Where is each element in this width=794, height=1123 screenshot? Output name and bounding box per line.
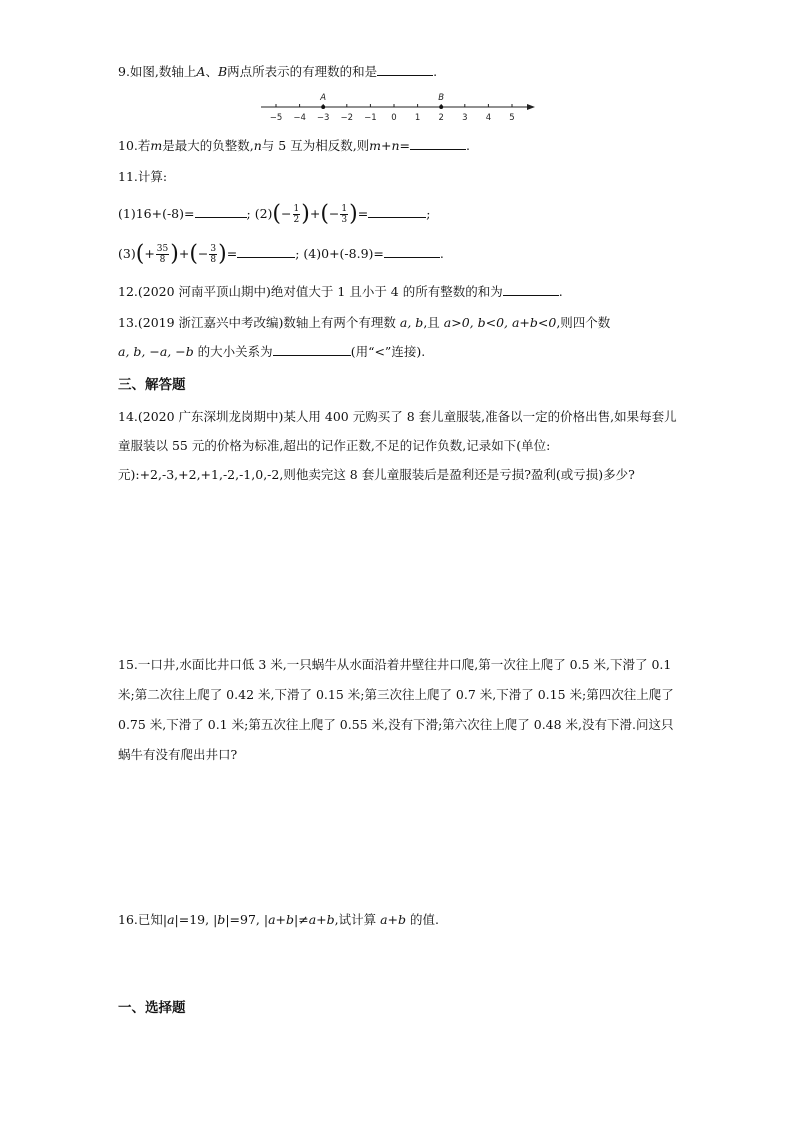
numerator: 35 (156, 244, 169, 254)
q11-p2-end: ; (426, 206, 431, 221)
answer-blank[interactable] (195, 205, 247, 218)
left-paren: ( (135, 241, 145, 267)
fraction-one-third (340, 204, 348, 225)
q16-b: |=19, | (174, 912, 218, 927)
answer-blank[interactable] (410, 137, 466, 150)
q16-f: 的值. (406, 912, 439, 927)
q9-end: . (433, 64, 438, 79)
tick-label: −4 (293, 113, 306, 123)
q16-expr-3: a+b (380, 912, 407, 927)
question-11-head: 11.计算: (118, 169, 168, 184)
q16-d: |≠ (294, 912, 309, 927)
answer-blank[interactable] (503, 283, 559, 296)
tick-label: 5 (509, 113, 515, 123)
equals-sign: = (357, 206, 369, 221)
right-paren: ) (301, 201, 310, 227)
q13-condition: a>0, b<0, a+b<0 (443, 315, 557, 330)
minus-sign: − (281, 206, 292, 221)
right-paren: ) (218, 241, 227, 267)
q11-part-1: (1)16+(-8)= (118, 206, 195, 221)
q9-sep: 、 (205, 64, 218, 79)
plus-sign: + (144, 246, 155, 261)
q10-end: . (466, 138, 471, 153)
numerator: 1 (293, 204, 300, 214)
tick-label: 1 (414, 113, 421, 123)
tick-label: −3 (316, 113, 330, 123)
q11-part-2: (2) (254, 206, 273, 221)
q10-m: m (150, 138, 163, 153)
q13-line1b: ,且 (423, 315, 444, 330)
answer-blank[interactable] (368, 205, 426, 218)
answer-blank[interactable] (237, 245, 295, 258)
q13-line1a: 13.(2019 浙江嘉兴中考改编)数轴上有两个有理数 (118, 315, 400, 330)
q10-c: 与 5 互为相反数,则 (261, 138, 370, 153)
point-a-dot (321, 105, 325, 109)
q16-expr-1: a+b (268, 912, 294, 927)
answer-blank[interactable] (377, 63, 433, 76)
section-heading-answer-questions: 三、解答题 (118, 377, 186, 393)
plus-sign: + (178, 246, 190, 261)
left-paren: ( (320, 201, 329, 227)
question-11-row-2 (118, 242, 444, 266)
q16-expr-2: a+b (308, 912, 335, 927)
q9-point-b: B (217, 64, 228, 79)
q13-vars: a, b (399, 315, 424, 330)
tick-label: 4 (485, 113, 492, 123)
q16-c: |=97, | (225, 912, 269, 927)
denominator: 3 (341, 215, 348, 225)
left-paren: ( (189, 241, 198, 267)
q10-a: 10.若 (118, 138, 151, 153)
right-paren: ) (170, 241, 179, 267)
numerator: 3 (210, 244, 217, 254)
answer-blank[interactable] (384, 245, 440, 258)
tick-label: −1 (364, 113, 377, 123)
point-b-label: B (438, 93, 445, 103)
question-9 (118, 62, 437, 82)
q10-expr: m+n= (369, 138, 411, 153)
q11-p4-end: . (439, 246, 444, 261)
numerator: 1 (341, 204, 348, 214)
right-paren: ) (349, 201, 358, 227)
question-13-line-1 (118, 313, 610, 333)
q16-a: 16.已知| (118, 912, 168, 927)
q12-text: 12.(2020 河南平顶山期中)绝对值大于 1 且小于 4 的所有整数的和为 (118, 284, 503, 299)
q13-line2b: 的大小关系为 (193, 344, 273, 359)
question-15: 15.一口井,水面比井口低 3 米,一只蜗牛从水面沿着井壁往井口爬,第一次往上爬了 0.5 米,下滑了 0.1 米;第二次往上爬了 0.42 米,下滑了 0.15 米;第三次往上爬了 0.7 米,下滑了 0.15 米;第四次往上爬了 0.75 米,下滑了 0.1 米;第五次往上爬了 0.55 米,没有下滑;第六次往上爬了 0.48 米,没有下滑.问这只蜗牛有没有爬出井口? (118, 657, 674, 762)
q11-p1-end: ; (246, 206, 251, 221)
left-paren: ( (272, 201, 282, 227)
number-line (255, 92, 540, 126)
q13-line1c: ,则四个数 (556, 315, 611, 330)
denominator: 8 (210, 255, 217, 265)
q13-line2c: (用“<”连接). (350, 344, 426, 359)
denominator: 8 (159, 255, 166, 265)
question-10 (118, 136, 470, 156)
point-a-label: A (320, 93, 327, 103)
tick-label: 3 (462, 113, 468, 123)
question-12 (118, 282, 563, 302)
point-b-dot (439, 105, 443, 109)
denominator: 2 (293, 215, 300, 225)
question-16 (118, 910, 439, 930)
question-13-line-2 (118, 342, 425, 362)
tick-label: −2 (340, 113, 354, 123)
equals-sign: = (226, 246, 238, 261)
tick-label: −5 (269, 113, 283, 123)
q12-end: . (558, 284, 563, 299)
question-14: 14.(2020 广东深圳龙岗期中)某人用 400 元购买了 8 套儿童服装,准备以一定的价格出售,如果每套儿童服装以 55 元的价格为标准,超出的记作正数,不足的记作负数,记录如下(单位:元):+2,-3,+2,+1,-2,-1,0,-2,则他卖完这 8 套儿童服装后是盈利还是亏损?盈利(或亏损)多少? (118, 409, 677, 482)
minus-sign: − (197, 246, 209, 261)
tick-label: 2 (438, 113, 444, 123)
q13-numbers: a, b, −a, −b (118, 344, 194, 359)
q9-point-a: A (196, 64, 206, 79)
q16-e: ,试计算 (334, 912, 381, 927)
question-11-row-1 (118, 202, 430, 226)
q11-part-4: (4)0+(-8.9)= (303, 246, 384, 261)
fraction-35-eighths (156, 244, 169, 265)
section-heading-multiple-choice: 一、选择题 (118, 1000, 186, 1016)
minus-sign: − (328, 206, 340, 221)
q10-b: 是最大的负整数, (162, 138, 254, 153)
q9-suffix: 两点所表示的有理数的和是 (227, 64, 378, 79)
q11-p3-end: ; (295, 246, 300, 261)
q10-n: n (253, 138, 262, 153)
fraction-3-eighths (209, 244, 217, 265)
tick-label: 0 (391, 113, 397, 123)
q16-var-b: b (217, 912, 226, 927)
plus-sign: + (309, 206, 321, 221)
answer-blank[interactable] (273, 343, 351, 356)
q16-var-a: a (167, 912, 175, 927)
arrow-right-icon (527, 104, 535, 110)
q9-prefix: 9.如图,数轴上 (118, 64, 197, 79)
fraction-one-half (293, 204, 301, 225)
q11-part-3: (3) (118, 246, 136, 261)
